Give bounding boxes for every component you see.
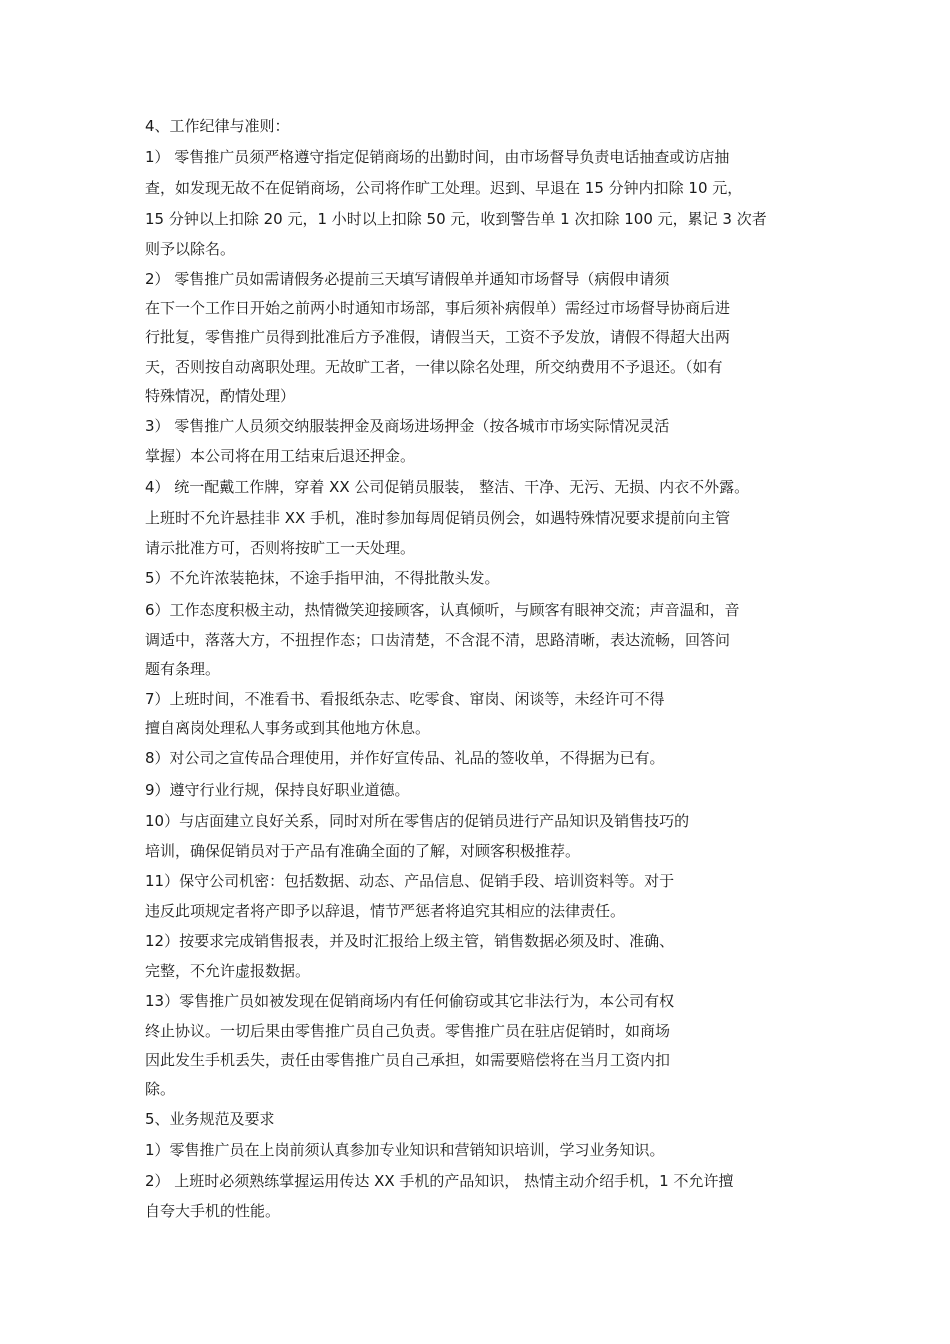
text-line: 2） 上班时必须熟练掌握运用传达 XX 手机的产品知识， 热情主动介绍手机，1 不允许擅 — [145, 1172, 734, 1190]
text-line: 在下一个工作日开始之前两小时通知市场部，事后须补病假单）需经过市场督导协商后进 — [145, 299, 731, 317]
text-line: 上班时不允许悬挂非 XX 手机，准时参加每周促销员例会，如遇特殊情况要求提前向主管 — [145, 509, 731, 527]
section-heading: 4、工作纪律与准则： — [145, 117, 290, 135]
text-line: 8）对公司之宣传品合理使用，并作好宣传品、礼品的签收单，不得据为已有。 — [145, 749, 665, 767]
text-line: 请示批准方可，否则将按旷工一天处理。 — [145, 539, 416, 557]
text-line: 自夸大手机的性能。 — [145, 1202, 281, 1220]
text-line: 1） 零售推广员须严格遵守指定促销商场的出勤时间，由市场督导负责电话抽查或访店抽 — [145, 148, 730, 166]
text-line: 题有条理。 — [145, 660, 221, 678]
section-heading: 5、业务规范及要求 — [145, 1110, 275, 1128]
text-line: 11）保守公司机密：包括数据、动态、产品信息、促销手段、培训资料等。对于 — [145, 872, 675, 890]
text-line: 培训，确保促销员对于产品有准确全面的了解，对顾客积极推荐。 — [145, 842, 581, 860]
text-line: 12）按要求完成销售报表，并及时汇报给上级主管，销售数据必须及时、准确、 — [145, 932, 675, 950]
text-line: 调适中，落落大方，不扭捏作态；口齿清楚，不含混不清，思路清晰，表达流畅，回答问 — [145, 631, 731, 649]
text-line: 擅自离岗处理私人事务或到其他地方休息。 — [145, 719, 431, 737]
text-line: 2） 零售推广员如需请假务必提前三天填写请假单并通知市场督导（病假申请须 — [145, 270, 670, 288]
text-line: 3） 零售推广人员须交纳服装押金及商场进场押金（按各城市市场实际情况灵活 — [145, 417, 670, 435]
text-line: 则予以除名。 — [145, 240, 236, 258]
text-line: 完整，不允许虚报数据。 — [145, 962, 311, 980]
text-line: 掌握）本公司将在用工结束后退还押金。 — [145, 447, 416, 465]
text-line: 特殊情况，酌情处理） — [145, 387, 296, 405]
text-line: 13）零售推广员如被发现在促销商场内有任何偷窃或其它非法行为，本公司有权 — [145, 992, 675, 1010]
text-line: 终止协议。一切后果由零售推广员自己负责。零售推广员在驻店促销时，如商场 — [145, 1022, 671, 1040]
text-line: 行批复，零售推广员得到批准后方予准假，请假当天，工资不予发放，请假不得超大出两 — [145, 328, 731, 346]
text-line: 6）工作态度积极主动，热情微笑迎接顾客，认真倾听，与顾客有眼神交流；声音温和，音 — [145, 601, 740, 619]
text-line: 5）不允许浓装艳抹，不途手指甲油，不得批散头发。 — [145, 569, 500, 587]
text-line: 违反此项规定者将产即予以辞退，情节严惩者将追究其相应的法律责任。 — [145, 902, 626, 920]
text-line: 10）与店面建立良好关系，同时对所在零售店的促销员进行产品知识及销售技巧的 — [145, 812, 690, 830]
text-line: 天，否则按自动离职处理。无故旷工者，一律以除名处理，所交纳费用不予退还。（如有 — [145, 358, 723, 376]
text-line: 7）上班时间，不准看书、看报纸杂志、吃零食、窜岗、闲谈等，未经许可不得 — [145, 690, 665, 708]
text-line: 查，如发现无故不在促销商场，公司将作旷工处理。迟到、早退在 15 分钟内扣除 10 元， — [145, 179, 743, 197]
text-line: 9）遵守行业行规，保持良好职业道德。 — [145, 781, 410, 799]
text-line: 除。 — [145, 1080, 176, 1098]
text-line: 4） 统一配戴工作牌，穿着 XX 公司促销员服装， 整洁、干净、无污、无损、内衣不外露。 — [145, 478, 750, 496]
text-line: 1）零售推广员在上岗前须认真参加专业知识和营销知识培训，学习业务知识。 — [145, 1141, 665, 1159]
text-line: 15 分钟以上扣除 20 元，1 小时以上扣除 50 元，收到警告单 1 次扣除 100 元，累记 3 次者 — [145, 210, 767, 228]
text-line: 因此发生手机丢失，责任由零售推广员自己承担，如需要赔偿将在当月工资内扣 — [145, 1051, 671, 1069]
